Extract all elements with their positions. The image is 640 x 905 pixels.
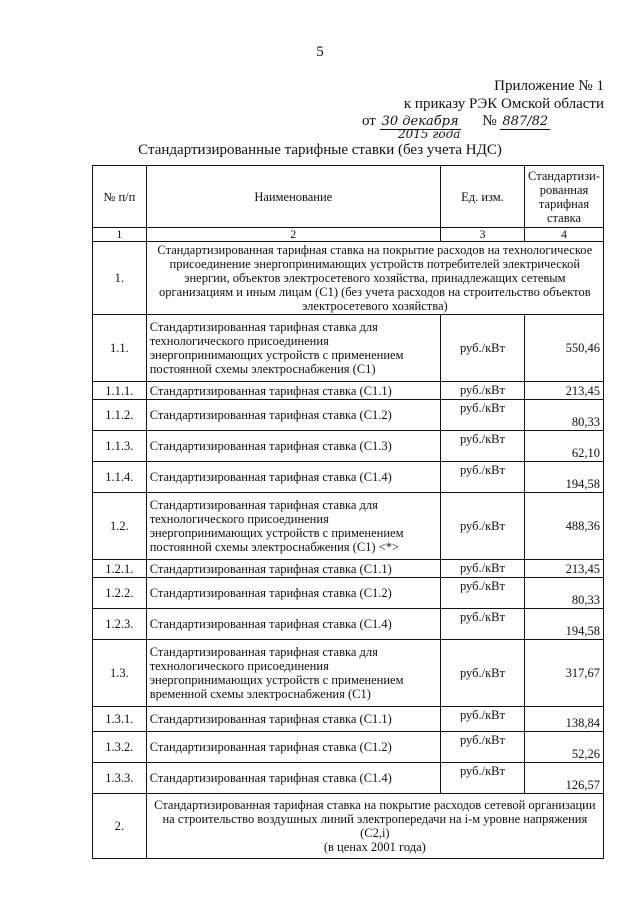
table-row	[93, 763, 604, 794]
handwritten-number: 887/82	[502, 114, 549, 129]
row-number: 1.3.2.	[93, 732, 147, 763]
row-unit: руб./кВт	[440, 609, 524, 640]
row-name: Стандартизированная тарифная ставка (С1.4)	[146, 462, 440, 493]
row-section-cell	[146, 794, 603, 859]
handwritten-date: 30 декабря	[381, 114, 459, 129]
row-section-name: Стандартизированная тарифная ставка на покрытие расходов на технологическое присоединение энергопринимающих устройств потребителей электрической энергии, объектов электросетевого хозяйства, принадлежащих сетевым организациям и иным лицам (С1) (без учета расходов на строительство объектов электросетевого хозяйства)	[146, 242, 603, 315]
row-unit: руб./кВт	[440, 707, 524, 732]
row-name: Стандартизированная тарифная ставка (С1.1)	[146, 382, 440, 400]
row-number: 1.3.	[93, 640, 147, 707]
header-name: Наименование	[146, 166, 440, 228]
number-label: №	[482, 113, 497, 129]
row-unit: руб./кВт	[440, 640, 524, 707]
row-number: 1.1.4.	[93, 462, 147, 493]
row-number: 1.1.1.	[93, 382, 147, 400]
row-name: Стандартизированная тарифная ставка (С1.2)	[146, 400, 440, 431]
row-number: 1.	[93, 242, 147, 315]
row-value: 194,58	[525, 462, 604, 493]
appendix-order-ref: к приказу РЭК Омской области	[403, 96, 604, 112]
table-row	[93, 578, 604, 609]
row-number: 1.2.2.	[93, 578, 147, 609]
row-name: Стандартизированная тарифная ставка для технологического присоединения энергопринимающих устройств с применением постоянной схемы электроснабжения (С1)	[146, 315, 440, 382]
row-name: Стандартизированная тарифная ставка (С1.2)	[146, 732, 440, 763]
table-row	[93, 640, 604, 707]
table-row	[93, 462, 604, 493]
row-number: 1.3.1.	[93, 707, 147, 732]
row-unit: руб./кВт	[440, 763, 524, 794]
index-cell: 2	[146, 228, 440, 242]
row-section-name: Стандартизированная тарифная ставка на покрытие расходов сетевой организации на строительство воздушных линий электропередачи на i-м уровне напряжения (С2,i)	[154, 798, 596, 840]
row-value: 52,26	[525, 732, 604, 763]
row-name: Стандартизированная тарифная ставка для технологического присоединения энергопринимающих устройств с применением временной схемы электроснабжения (С1)	[146, 640, 440, 707]
row-value: 488,36	[525, 493, 604, 560]
row-value: 80,33	[525, 400, 604, 431]
row-name: Стандартизированная тарифная ставка (С1.4)	[146, 763, 440, 794]
row-unit: руб./кВт	[440, 493, 524, 560]
table-row	[93, 242, 604, 315]
row-name: Стандартизированная тарифная ставка (С1.3)	[146, 431, 440, 462]
index-cell: 1	[93, 228, 147, 242]
table-row	[93, 382, 604, 400]
tariff-table	[92, 165, 604, 859]
row-unit: руб./кВт	[440, 462, 524, 493]
row-number: 1.1.2.	[93, 400, 147, 431]
appendix-label: Приложение № 1	[494, 78, 604, 94]
index-cell: 4	[525, 228, 604, 242]
row-name: Стандартизированная тарифная ставка для технологического присоединения энергопринимающих устройств с применением постоянной схемы электроснабжения (С1) <*>	[146, 493, 440, 560]
table-row	[93, 560, 604, 578]
header-unit: Ед. изм.	[440, 166, 524, 228]
row-value: 213,45	[525, 382, 604, 400]
row-value: 62,10	[525, 431, 604, 462]
document-title: Стандартизированные тарифные ставки (без учета НДС)	[138, 142, 502, 158]
row-unit: руб./кВт	[440, 315, 524, 382]
row-name: Стандартизированная тарифная ставка (С1.1)	[146, 560, 440, 578]
row-name: Стандартизированная тарифная ставка (С1.4)	[146, 609, 440, 640]
row-unit: руб./кВт	[440, 560, 524, 578]
table-row	[93, 794, 604, 859]
row-unit: руб./кВт	[440, 400, 524, 431]
row-value: 213,45	[525, 560, 604, 578]
row-name: Стандартизированная тарифная ставка (С1.1)	[146, 707, 440, 732]
table-row	[93, 609, 604, 640]
row-number: 1.1.3.	[93, 431, 147, 462]
header-rate: Стандартизи-рованная тарифная ставка	[525, 166, 604, 228]
page-number: 5	[316, 44, 324, 60]
row-unit: руб./кВт	[440, 431, 524, 462]
table-row	[93, 431, 604, 462]
row-number: 1.2.	[93, 493, 147, 560]
table-row	[93, 400, 604, 431]
row-number: 1.1.	[93, 315, 147, 382]
row-name: Стандартизированная тарифная ставка (С1.2)	[146, 578, 440, 609]
row-value: 550,46	[525, 315, 604, 382]
row-value: 80,33	[525, 578, 604, 609]
index-cell: 3	[440, 228, 524, 242]
header-number: № п/п	[93, 166, 147, 228]
row-unit: руб./кВт	[440, 382, 524, 400]
table-row	[93, 315, 604, 382]
row-number: 2.	[93, 794, 147, 859]
row-number: 1.2.3.	[93, 609, 147, 640]
row-number: 1.2.1.	[93, 560, 147, 578]
table-row	[93, 707, 604, 732]
row-value: 194,58	[525, 609, 604, 640]
row-unit: руб./кВт	[440, 732, 524, 763]
row-number: 1.3.3.	[93, 763, 147, 794]
row-value: 126,57	[525, 763, 604, 794]
table-row	[93, 732, 604, 763]
row-unit: руб./кВт	[440, 578, 524, 609]
row-section-note: (в ценах 2001 года)	[323, 840, 426, 854]
handwritten-year: 2015 года	[398, 127, 461, 141]
date-prefix: от	[362, 113, 376, 129]
table-row	[93, 493, 604, 560]
row-value: 138,84	[525, 707, 604, 732]
row-value: 317,67	[525, 640, 604, 707]
